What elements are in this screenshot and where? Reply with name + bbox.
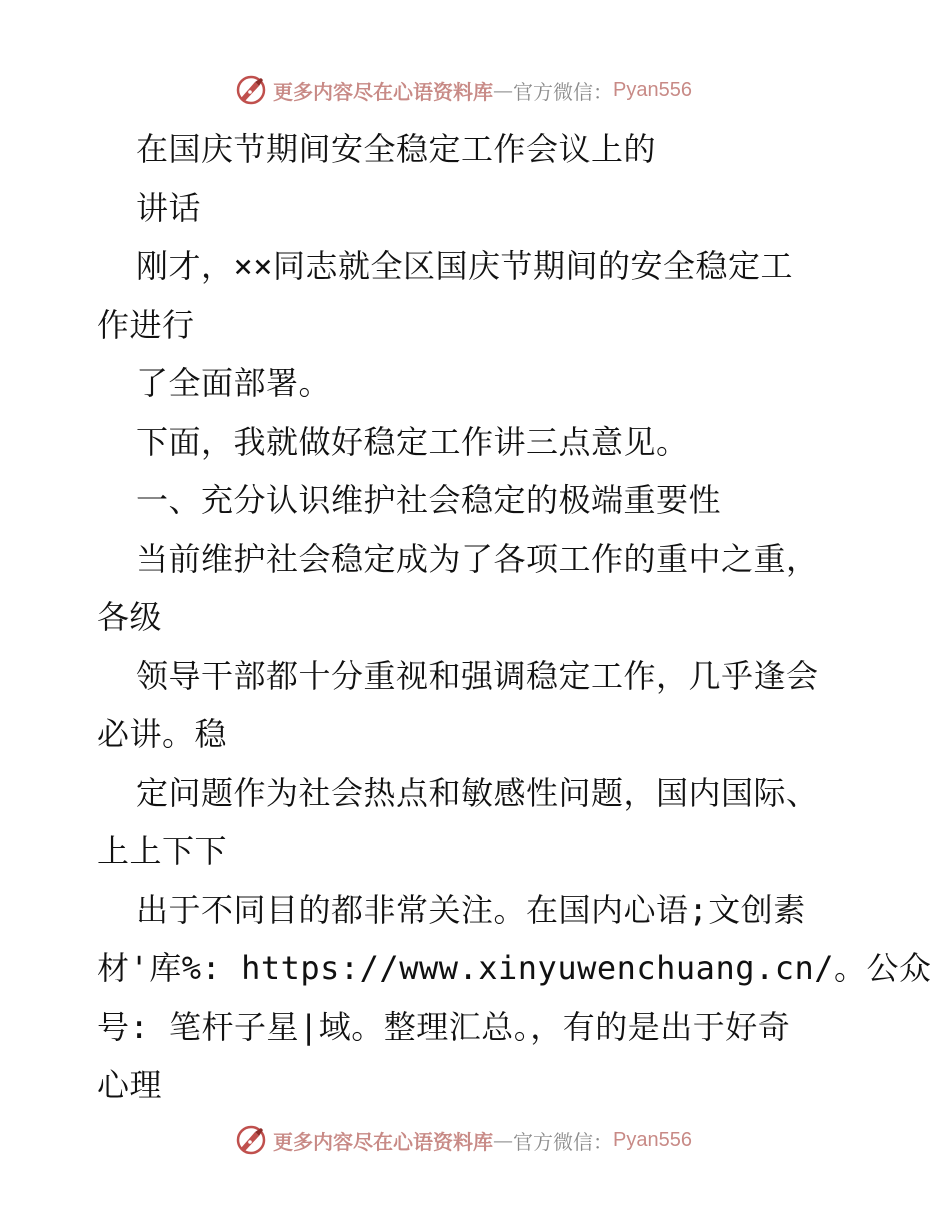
document-line: 定问题作为社会热点和敏感性问题，国内国际、 [136, 773, 819, 812]
watermark-brand-text: 更多内容尽在心语资料库 [273, 79, 493, 104]
document-line: 领导干部都十分重视和强调稳定工作，几乎逢会 [136, 656, 819, 695]
header-watermark [235, 72, 692, 108]
document-line: 材'库%: https://www.xinyuwenchuang.cn/。公众 [97, 949, 932, 987]
document-line: 了全面部署。 [136, 364, 332, 402]
watermark-wechat-id: Pyan556 [613, 1128, 692, 1151]
document-line: 当前维护社会稳定成为了各项工作的重中之重， [136, 539, 819, 578]
watermark-brand-text: 更多内容尽在心语资料库 [273, 1129, 493, 1154]
document-body [97, 120, 932, 1115]
watermark-wechat-label: 官方微信： [513, 1129, 613, 1154]
document-line: 出于不同目的都非常关注。在国内心语;文创素 [136, 890, 806, 929]
watermark-wechat-label: 官方微信： [513, 79, 613, 104]
document-line: 上上下下 [97, 832, 228, 870]
document-line: 心理 [97, 1066, 163, 1104]
pen-nib-logo-icon [235, 74, 267, 106]
pen-nib-logo-icon [235, 1124, 267, 1156]
watermark-separator: — [493, 78, 513, 102]
footer-watermark [235, 1122, 692, 1158]
document-line: 各级 [97, 598, 163, 636]
watermark-separator: — [493, 1128, 513, 1152]
watermark-wechat-id: Pyan556 [613, 78, 692, 101]
document-line: 下面，我就做好稳定工作讲三点意见。 [136, 422, 689, 461]
document-line: 必讲。稳 [97, 715, 228, 753]
document-line: 刚才，××同志就全区国庆节期间的安全稳定工 [136, 247, 794, 285]
document-line: 在国庆节期间安全稳定工作会议上的 [136, 130, 657, 168]
document-line: 讲话 [136, 188, 202, 227]
document-line: 号: 笔杆子星|域。整理汇总。，有的是出于好奇 [97, 1007, 791, 1046]
document-line: 作进行 [97, 305, 195, 344]
document-line: 一、充分认识维护社会稳定的极端重要性 [136, 481, 722, 519]
